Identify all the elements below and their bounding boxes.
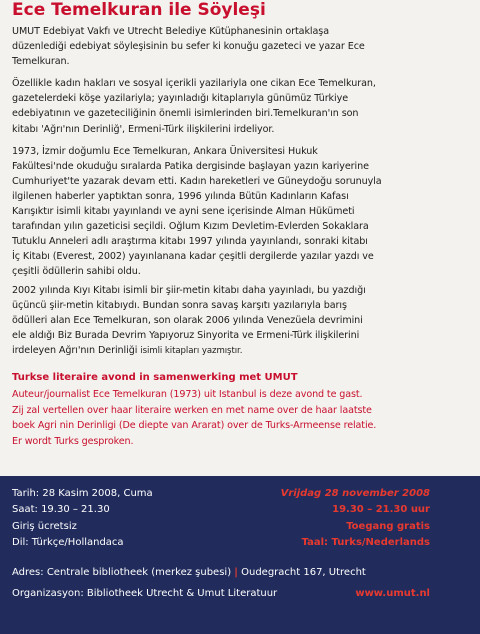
dutch-line: Er wordt Turks gesproken.	[12, 435, 134, 447]
dutch-heading: Turkse literaire avond in samenwerking met UMUT	[12, 371, 298, 383]
text-line: Temelkuran.	[12, 56, 70, 68]
website-link[interactable]: www.umut.nl	[355, 588, 430, 599]
time-nl: 19.30 – 21.30 uur	[332, 504, 430, 515]
text-line: 1973, İzmir doğumlu Ece Temelkuran, Ankara Üniversitesi Hukuk	[12, 145, 318, 157]
profile-paragraph	[12, 76, 470, 136]
turkish-section	[12, 0, 470, 449]
address-separator: |	[234, 567, 238, 578]
dutch-line: Zij zal vertellen over haar literaire werken en met name over de haar laatste	[12, 404, 372, 416]
text-line	[12, 343, 470, 359]
text-line: ödülleri alan Ece Temelkuran, son olarak 2006 yılında Venezüela devrimini	[12, 314, 363, 326]
text-line: İç Kitabı (Everest, 2002) yayınlanana kadar çeşitli dergilerde yazılar yazdı ve	[12, 251, 374, 263]
admission-nl: Toegang gratis	[346, 521, 430, 532]
time-tr: Saat: 19.30 – 21.30	[12, 504, 110, 515]
dutch-line: boek Agri nin Derinligi (De diepte van Ararat) over de Turks-Armeense relatie.	[12, 420, 377, 432]
text-line: ilgilenen haberler yaptıktan sonra, 1996 yılında Bütün Kadınların Kafası	[12, 190, 349, 202]
text-line: gazetelerdeki köşe yazilariyla; yayınladığı kitaplarıyla günümüz Türkiye	[12, 93, 349, 105]
text-line: tarafından yılın gazeticisi seçildi. Oğlum Kızım Devletim-Evlerden Sokaklara	[12, 221, 369, 233]
event-info-footer	[0, 476, 480, 634]
dutch-line: Auteur/journalist Ece Temelkuran (1973) uit Istanbul is deze avond te gast.	[12, 388, 363, 400]
text-line: Tutuklu Anneleri adlı araştırma kitabı 1997 yılında yayınlandı, sonraki kitabı	[12, 236, 368, 248]
dutch-paragraph	[12, 387, 470, 449]
text-line: Fakültesi'nde okuduğu sıralarda Patika dergisinde başlayan yazın kariyerine	[12, 160, 369, 172]
biography-paragraph	[12, 144, 470, 280]
text-line: düzenlediği edebiyat söyleşisinin bu sefer ki konuğu gazeteci ve yazar Ece	[12, 41, 365, 53]
text-line: Özellikle kadın hakları ve sosyal içerikli yazilariyla one cikan Ece Temelkuran,	[12, 78, 376, 90]
text-line: UMUT Edebiyat Vakfı ve Utrecht Belediye Kütüphanesinin ortaklaşa	[12, 26, 330, 37]
date-tr: Tarih: 28 Kasim 2008, Cuma	[12, 488, 153, 499]
language-nl: Taal: Turks/Nederlands	[301, 537, 430, 548]
admission-tr: Giriş ücretsiz	[12, 521, 77, 532]
address-venue: Adres: Centrale bibliotheek (merkez şubesi)	[12, 567, 235, 578]
text-line-part: irdeleyen Ağrı'nın Derinliği	[12, 344, 141, 356]
venue-address	[12, 567, 366, 578]
event-title: Ece Temelkuran ile Söyleşi	[12, 0, 266, 20]
text-line: Karışıktır isimli kitabı yayınlandı ve ayni sene içerisinde Alman Hükümeti	[12, 206, 355, 218]
text-line: Cumhuriyet'te yazarak devam etti. Kadın hareketleri ve Güneydoğu sorunuyla	[12, 175, 382, 187]
text-line: çeşitli ödüllerin sahibi oldu.	[12, 266, 141, 278]
address-street: Oudegracht 167, Utrecht	[237, 567, 366, 578]
organizer: Organizasyon: Bibliotheek Utrecht & Umut Literatuur	[12, 588, 278, 599]
works-paragraph	[12, 283, 470, 359]
text-line: 2002 yılında Kıyı Kitabı isimli bir şiir-metin kitabı daha yayınladı, bu yazdığı	[12, 284, 366, 296]
text-line: kitabı 'Ağrı'nın Derinliğ', Ermeni-Türk ilişkilerini irdeliyor.	[12, 123, 275, 135]
text-line: edebiyatının ve gazeteciliğinin önemli isimlerinden biri.Temelkuran'ın son	[12, 108, 359, 120]
language-tr: Dil: Türkçe/Hollandaca	[12, 537, 124, 548]
text-line: ele aldığı Biz Burada Devrim Yapıyoruz Sinyorita ve Ermeni-Türk ilişkilerini	[12, 329, 360, 341]
text-line-part-small: isimli kitapları yazmıştır.	[140, 345, 243, 356]
intro-paragraph	[12, 24, 470, 69]
date-nl: Vrijdag 28 november 2008	[280, 488, 430, 499]
text-line: üçüncü şiir-metin kitabıydı. Bundan sonra savaş karşıtı yazılarıyla barış	[12, 299, 347, 311]
